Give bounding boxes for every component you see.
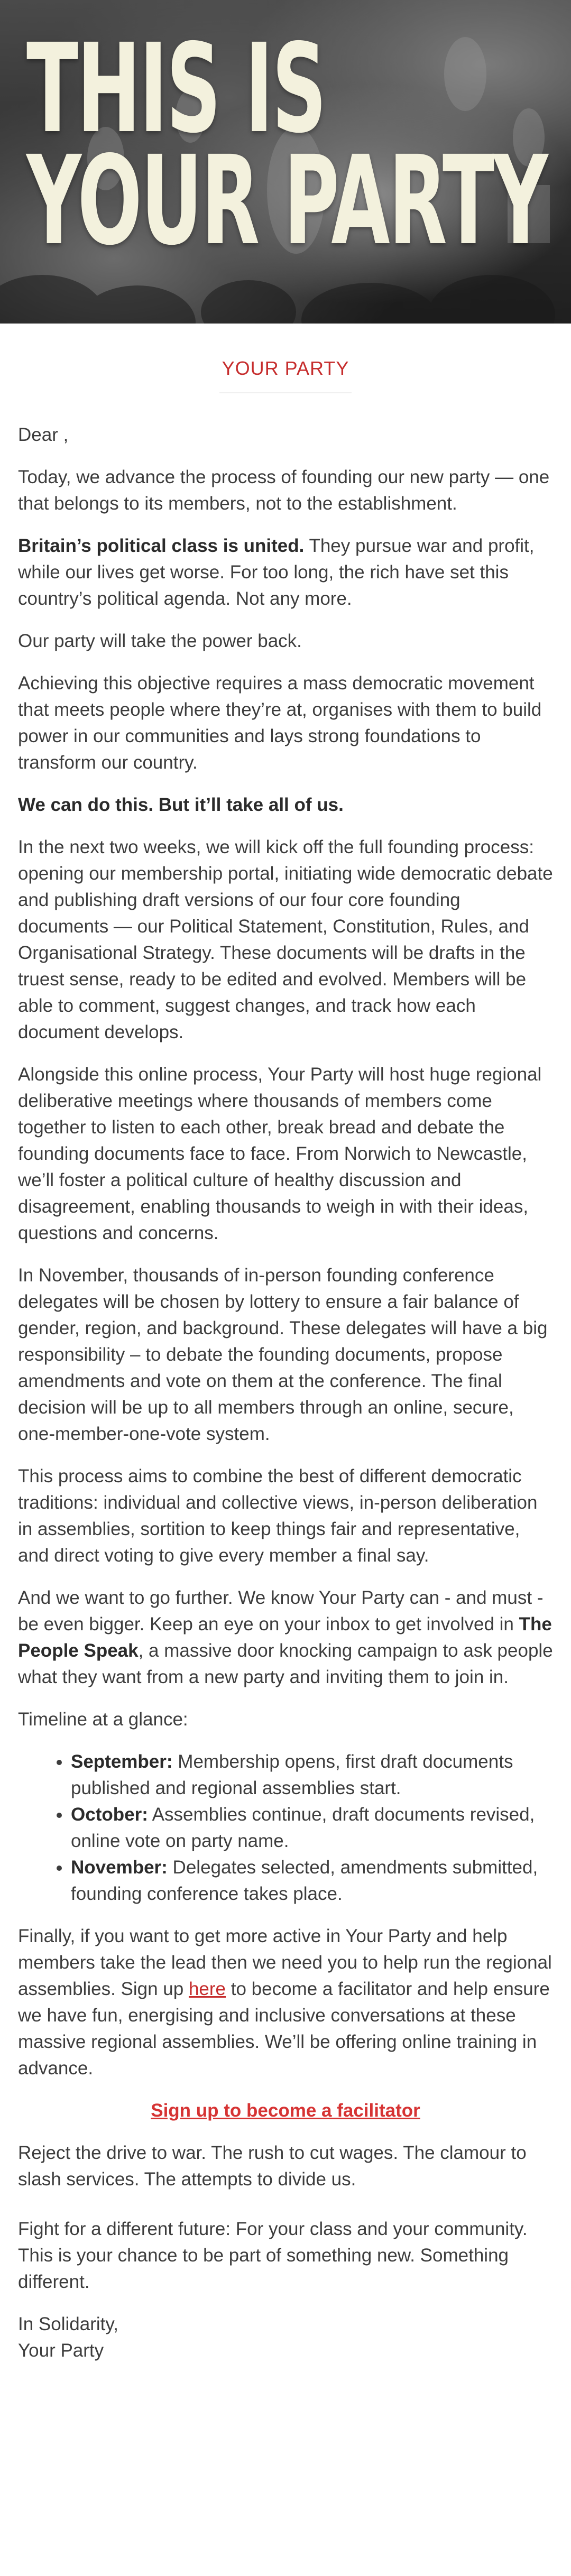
paragraph-power: Our party will take the power back. [18, 631, 302, 651]
bold-statement: Britain’s political class is united. [18, 535, 305, 556]
bold-statement: We can do this. But it’ll take all of us. [18, 795, 344, 815]
signoff-line-2: Your Party [18, 2340, 104, 2361]
paragraph-reject: Reject the drive to war. The rush to cut wages. The clamour to slash services. The attempts to divide us. [18, 2143, 527, 2190]
timeline-text: Delegates selected, amendments submitted, founding conference takes place. [71, 1857, 538, 1904]
brand-name: YOUR PARTY [222, 357, 349, 379]
timeline-label: September: [71, 1751, 173, 1772]
paragraph-intro: Today, we advance the process of founding our new party — one that belongs to its members, not to the establishment. [18, 467, 550, 514]
timeline-item-november [71, 1854, 553, 1907]
cta-container [18, 2098, 553, 2124]
hero-title [26, 17, 547, 272]
paragraph-traditions: This process aims to combine the best of different democratic traditions: individual and collective views, in-person deliberation in assemblies, sortition to keep things fair and representative, and direct voting to give every member a final say. [18, 1466, 538, 1566]
paragraph-text: They pursue war and profit, while our lives get worse. For too long, the rich have set this country’s political agenda. Not any more. [18, 535, 535, 609]
email-body [0, 393, 571, 2364]
paragraph-text: And we want to go further. We know Your Party can - and must - be even bigger. Keep an eye on your inbox to get involved in [18, 1587, 544, 1635]
timeline-intro: Timeline at a glance: [18, 1709, 188, 1730]
signoff [18, 2311, 553, 2364]
paragraph-political-class [18, 533, 553, 612]
timeline-item-september [71, 1749, 553, 1802]
hero-title-line-2: YOUR PARTY [26, 130, 547, 272]
timeline-text: Membership opens, first draft documents published and regional assemblies start. [71, 1751, 513, 1798]
paragraph-founding-process: In the next two weeks, we will kick off the full founding process: opening our membership portal, initiating wide democratic debate and publishing draft versions of our four core founding documents — our Political Statement, Constitution, Rules, and Organisational Strategy. These documents will be drafts in the truest sense, ready to be edited and evolved. Members will be able to comment, suggest changes, and track how each document develops. [18, 837, 553, 1042]
timeline-list [18, 1749, 553, 1907]
facilitator-here-link[interactable]: here [188, 1979, 226, 1999]
hero-title-line-1: THIS IS [26, 17, 326, 160]
signoff-line-1: In Solidarity, [18, 2314, 118, 2334]
paragraph-future: Fight for a different future: For your class and your community. This is your chance to be part of something new. Something different. [18, 2219, 528, 2292]
timeline-label: October: [71, 1804, 148, 1825]
campaign-name: The People Speak [18, 1614, 552, 1661]
timeline-text: Assemblies continue, draft documents revised, online vote on party name. [71, 1804, 535, 1851]
paragraph-movement: Achieving this objective requires a mass democratic movement that meets people where they’re at, organises with them to build power in our communities and lays strong foundations to transform our country. [18, 673, 542, 773]
paragraph-delegates: In November, thousands of in-person founding conference delegates will be chosen by lottery to ensure a fair balance of gender, region, and background. These delegates will have a big responsibility – to debate the founding documents, propose amendments and vote on them at the conference. The final decision will be up to all members through an online, secure, one-member-one-vote system. [18, 1265, 548, 1444]
timeline-label: November: [71, 1857, 168, 1878]
paragraph-all-of-us [18, 792, 553, 818]
paragraph-facilitator [18, 1923, 553, 2082]
timeline-item-october [71, 1802, 553, 1854]
paragraph-regional-meetings: Alongside this online process, Your Party will host huge regional deliberative meetings where thousands of members come together to listen to each other, break bread and debate the founding documents face to face. From Norwich to Newcastle, we’ll foster a political culture of healthy discussion and disagreement, enabling thousands to weigh in with their ideas, questions and concerns. [18, 1064, 542, 1243]
facilitator-signup-link[interactable]: Sign up to become a facilitator [151, 2100, 420, 2121]
paragraph-text: Finally, if you want to get more active in Your Party and help members take the lead then we need you to help run the regional assemblies. Sign up [18, 1926, 552, 1999]
greeting: Dear , [18, 424, 69, 445]
paragraph-text: , a massive door knocking campaign to ask people what they want from a new party and inviting them to join in. [18, 1640, 553, 1687]
paragraph-people-speak [18, 1585, 553, 1691]
hero-banner [0, 0, 571, 324]
paragraph-text: to become a facilitator and help ensure we have fun, energising and inclusive conversations at these massive regional assemblies. We’ll be offering online training in advance. [18, 1979, 550, 2079]
